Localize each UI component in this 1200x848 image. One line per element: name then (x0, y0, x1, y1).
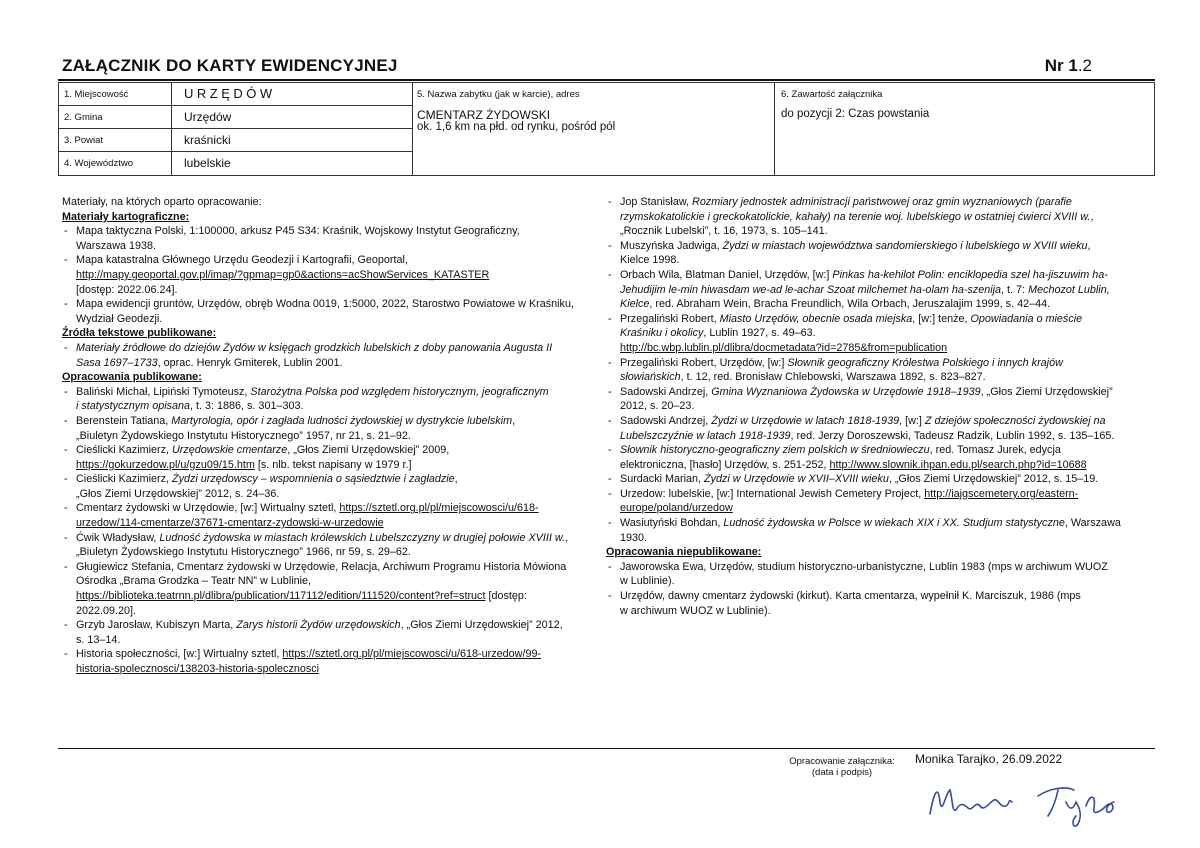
intro-text: Materiały, na których oparto opracowanie: (62, 196, 262, 208)
monument-column (412, 83, 775, 175)
row-gmina (59, 106, 412, 129)
list-item: - Słownik historyczno-geograficzny ziem polskich w średniowieczu, red. Tomasz Jurek, edycja elektroniczna, [hasło] Urzędów, s. 251-252, http://www.slownik.ihpan.edu.pl/search.php?id=10688 (606, 443, 1156, 472)
monument-address: ok. 1,6 km na płd. od rynku, pośród pól (417, 121, 616, 133)
list-item: - Mapa katastralna Głównego Urzędu Geodezji i Kartografii, Geoportal, http://mapy.geoportal.gov.pl/imap/?gpmap=gp0&actions=acShowServices_KATASTER [dostęp: 2022.06.24]. (62, 253, 582, 297)
handwritten-signature (920, 772, 1140, 832)
reference-link[interactable]: historia-spolecznosci/138203-historia-spolecznosci (76, 663, 320, 675)
unpublished-list (606, 560, 1156, 618)
row-label: 1. Miejscowość (64, 89, 129, 100)
list-item: - Historia społeczności, [w:] Wirtualny sztetl, https://sztetl.org.pl/pl/miejscowosci/u/618-urzedow/99- historia-spolecznosci/138203-historia-spolecznosci (62, 647, 582, 676)
attachment-number (1045, 56, 1092, 76)
monument-name: CMENTARZ ŻYDOWSKI (417, 108, 551, 122)
document-title: ZAŁĄCZNIK DO KARTY EWIDENCYJNEJ (62, 56, 398, 75)
section-heading: Opracowania niepublikowane: (606, 546, 762, 559)
reference-link[interactable]: http://iajgscemetery.org/eastern- (924, 487, 1079, 500)
list-item: - Przegaliński Robert, Miasto Urzędów, obecnie osada miejska, [w:] tenże, Opowiadania o mieście Kraśniku i okolicy, Lublin 1927, s. 49–63. http://bc.wbp.lublin.pl/dlibra/docmetadata?id=2785&from=publication (606, 312, 1156, 356)
row-value: lubelskie (184, 156, 231, 170)
contents-value: do pozycji 2: Czas powstania (781, 108, 930, 120)
reference-link[interactable]: https://sztetl.org.pl/pl/miejscowosci/u/618- (339, 502, 539, 515)
signature-stroke (1038, 788, 1114, 826)
list-item: - Sadowski Andrzej, Żydzi w Urzędowie w latach 1818-1939, [w:] Z dziejów społeczności żydowskiej na Lubelszczyźnie w latach 1918-1939, red. Jerzy Doroszewski, Tadeusz Radzik, Lublin 1992, s. 135–165. (606, 414, 1156, 443)
reference-link[interactable]: europe/poland/urzedow (620, 502, 733, 515)
list-item: - Cieślicki Kazimierz, Urzędowskie cmentarze, „Głos Ziemi Urzędowskiej” 2009, https://gokurzedow.pl/u/gzu09/15.htm [s. nlb. tekst napisany w 1979 r.] (62, 443, 582, 472)
list-item: - Baliński Michał, Lipiński Tymoteusz, Starożytna Polska pod względem historycznym, jeograficznym i statystycznym opisana, t. 3: 1886, s. 301–303. (62, 385, 582, 414)
header-table (58, 82, 1155, 176)
row-label: 4. Województwo (64, 158, 133, 169)
reference-link[interactable]: http://www.slownik.ihpan.edu.pl/search.php?id=10688 (829, 458, 1087, 471)
section-heading: Źródła tekstowe publikowane: (62, 327, 217, 340)
attachment-number-prefix: Nr 1 (1044, 56, 1078, 75)
sources-list (62, 341, 582, 370)
list-item: - Urzedow: lubelskie, [w:] International Jewish Cemetery Project, http://iajgscemetery.org/eastern- europe/poland/urzedow (606, 487, 1156, 516)
list-item: - Mapa ewidencji gruntów, Urzędów, obręb Wodna 0019, 1:5000, 2022, Starostwo Powiatowe w Kraśniku, Wydział Geodezji. (62, 297, 582, 326)
bibliography-left (62, 195, 582, 677)
list-item: - Muszyńska Jadwiga, Żydzi w miastach województwa sandomierskiego i lubelskiego w XVIII wieku, Kielce 1998. (606, 239, 1156, 268)
reference-link[interactable]: https://sztetl.org.pl/pl/miejscowosci/u/618-urzedow/99- (282, 648, 542, 661)
published-list-continued (606, 195, 1156, 545)
contents-label: 6. Zawartość załącznika (781, 89, 883, 100)
reference-link[interactable]: https://gokurzedow.pl/u/gzu09/15.htm (76, 458, 255, 471)
row-value: URZĘDÓW (184, 86, 276, 101)
list-item: - Cmentarz żydowski w Urzędowie, [w:] Wirtualny sztetl, https://sztetl.org.pl/pl/miejscowosci/u/618- urzedow/114-cmentarze/37671-cmentarz-zydowski-w-urzedowie (62, 501, 582, 530)
row-wojewodztwo (59, 152, 412, 175)
prepared-by-label: Opracowanie załącznika: (data i podpis) (789, 756, 895, 778)
row-label: 3. Powiat (64, 135, 104, 146)
reference-link[interactable]: https://biblioteka.teatrnn.pl/dlibra/publication/117112/edition/111520/content?ref=struct (76, 590, 486, 603)
list-item: - Przegaliński Robert, Urzędów, [w:] Słownik geograficzny Królestwa Polskiego i innych krajów słowiańskich, t. 12, red. Bronisław Chlebowski, Warszawa 1892, s. 823–827. (606, 356, 1156, 385)
location-column (59, 83, 413, 175)
list-item: - Gługiewicz Stefania, Cmentarz żydowski w Urzędowie, Relacja, Archiwum Programu Historia Mówiona Ośrodka „Brama Grodzka – Teatr NN” w Lublinie, https://biblioteka.teatrnn.pl/dlibra/publication/117112/edition/111520/content?ref=struct [dostęp: 2022.09.20]. (62, 560, 582, 618)
row-miejscowosc (59, 83, 412, 106)
list-item: - Berenstein Tatiana, Martyrologia, opór i zagłada ludności żydowskiej w dystrykcie lubelskim, „Biuletyn Żydowskiego Instytutu Historycznego” 1957, nr 21, s. 21–92. (62, 414, 582, 443)
published-list (62, 385, 582, 677)
section-heading: Opracowania publikowane: (62, 371, 202, 384)
monument-label: 5. Nazwa zabytku (jak w karcie), adres (417, 89, 580, 100)
title-rule (58, 79, 1155, 81)
row-label: 2. Gmina (64, 112, 103, 123)
list-item: - Sadowski Andrzej, Gmina Wyznaniowa Żydowska w Urzędowie 1918–1939, „Głos Ziemi Urzędowskiej” 2012, s. 20–23. (606, 385, 1156, 414)
list-item: - Surdacki Marian, Żydzi w Urzędowie w XVII–XVIII wieku, „Głos Ziemi Urzędowskiej” 2012, s. 15–19. (606, 472, 1156, 487)
reference-link[interactable]: http://mapy.geoportal.gov.pl/imap/?gpmap=gp0&actions=acShowServices_KATASTER (76, 268, 490, 281)
list-item: - Wasiutyński Bohdan, Ludność żydowska w Polsce w wiekach XIX i XX. Studjum statystyczne, Warszawa 1930. (606, 516, 1156, 545)
list-item: - Grzyb Jarosław, Kubiszyn Marta, Zarys historii Żydów urzędowskich, „Głos Ziemi Urzędowskiej” 2012, s. 13–14. (62, 618, 582, 647)
list-item: - Jop Stanisław, Rozmiary jednostek administracji państwowej oraz gmin wyznaniowych (parafie rzymskokatolickie i greckokatolickie, kahały) na terenie woj. lubelskiego w ostatniej ćwierci XVIII w., „Rocznik Lubelski”, t. 16, 1973, s. 105–141. (606, 195, 1156, 239)
bibliography-right (606, 195, 1156, 618)
row-powiat (59, 129, 412, 152)
list-item: - Urzędów, dawny cmentarz żydowski (kirkut). Karta cmentarza, wypełnił K. Marciszuk, 1986 (mps w archiwum WUOZ w Lublinie). (606, 589, 1156, 618)
list-item: - Orbach Wila, Blatman Daniel, Urzędów, [w:] Pinkas ha-kehilot Polin: enciklopedia szel ha-jiszuwim ha- Jehudijim le-min hiwasdam we-ad le-achar Szoat milchemet ha-olam ha-szenija, t. 7: Mechozot Lublin, Kielce, red. Abraham Wein, Bracha Freundlich, Wila Orbach, Jeruszalajim 1999, s. 42–44. (606, 268, 1156, 312)
list-item: - Ćwik Władysław, Ludność żydowska w miastach królewskich Lubelszczyzny w drugiej połowie XVIII w., „Biuletyn Żydowskiego Instytutu Historycznego” 1966, nr 59, s. 29–62. (62, 531, 582, 560)
reference-link[interactable]: urzedow/114-cmentarze/37671-cmentarz-zydowski-w-urzedowie (76, 517, 384, 530)
list-item: - Mapa taktyczna Polski, 1:100000, arkusz P45 S34: Kraśnik, Wojskowy Instytut Geograficzny, Warszawa 1938. (62, 224, 582, 253)
list-item: - Materiały źródłowe do dziejów Żydów w księgach grodzkich lubelskich z doby panowania Augusta II Sasa 1697–1733, oprac. Henryk Gmiterek, Lublin 2001. (62, 341, 582, 370)
prepared-by-value: Monika Tarajko, 26.09.2022 (915, 752, 1063, 766)
cartographic-list (62, 224, 582, 326)
footer-rule (58, 748, 1155, 749)
section-heading: Materiały kartograficzne: (62, 210, 190, 223)
signature-stroke (930, 790, 1012, 814)
row-value: kraśnicki (184, 133, 231, 147)
reference-link[interactable]: http://bc.wbp.lublin.pl/dlibra/docmetadata?id=2785&from=publication (620, 341, 948, 354)
attachment-number-suffix: .2 (1077, 56, 1092, 75)
row-value: Urzędów (184, 110, 232, 124)
list-item: - Cieślicki Kazimierz, Żydzi urzędowscy – wspomnienia o sąsiedztwie i zagładzie, „Głos Ziemi Urzędowskiej” 2012, s. 24–36. (62, 472, 582, 501)
list-item: - Jaworowska Ewa, Urzędów, studium historyczno-urbanistyczne, Lublin 1983 (mps w archiwum WUOZ w Lublinie). (606, 560, 1156, 589)
contents-column (775, 83, 1154, 175)
